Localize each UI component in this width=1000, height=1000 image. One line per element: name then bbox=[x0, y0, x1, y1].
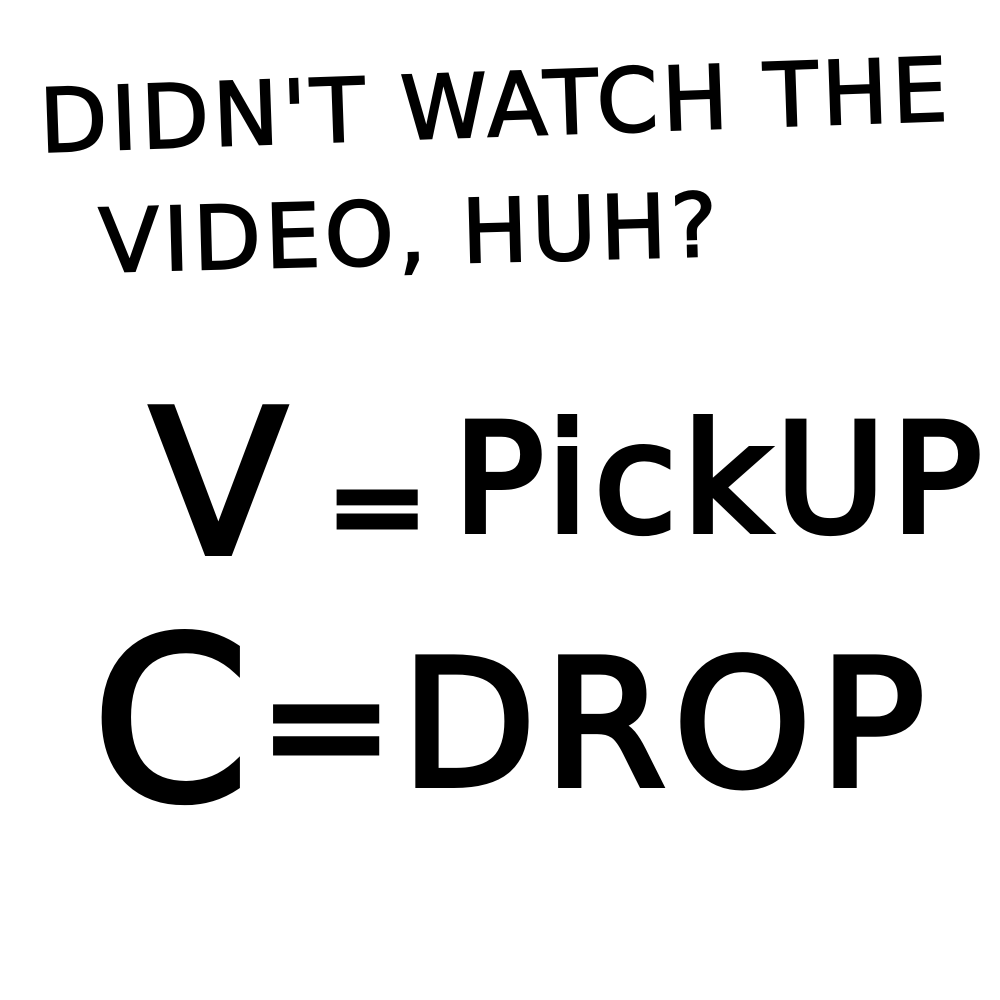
note-line-1: DIDN'T WATCH THE bbox=[37, 38, 954, 173]
control-pickup bbox=[150, 368, 988, 601]
control-separator: = bbox=[259, 631, 394, 818]
control-action-pickup: PickUP bbox=[453, 393, 988, 567]
control-separator: = bbox=[326, 437, 428, 576]
note-line-2: VIDEO, HUH? bbox=[97, 173, 723, 293]
control-action-drop: DROP bbox=[401, 624, 933, 827]
control-key-v: V bbox=[150, 368, 287, 601]
control-drop bbox=[92, 591, 933, 853]
control-key-c: C bbox=[92, 591, 250, 853]
